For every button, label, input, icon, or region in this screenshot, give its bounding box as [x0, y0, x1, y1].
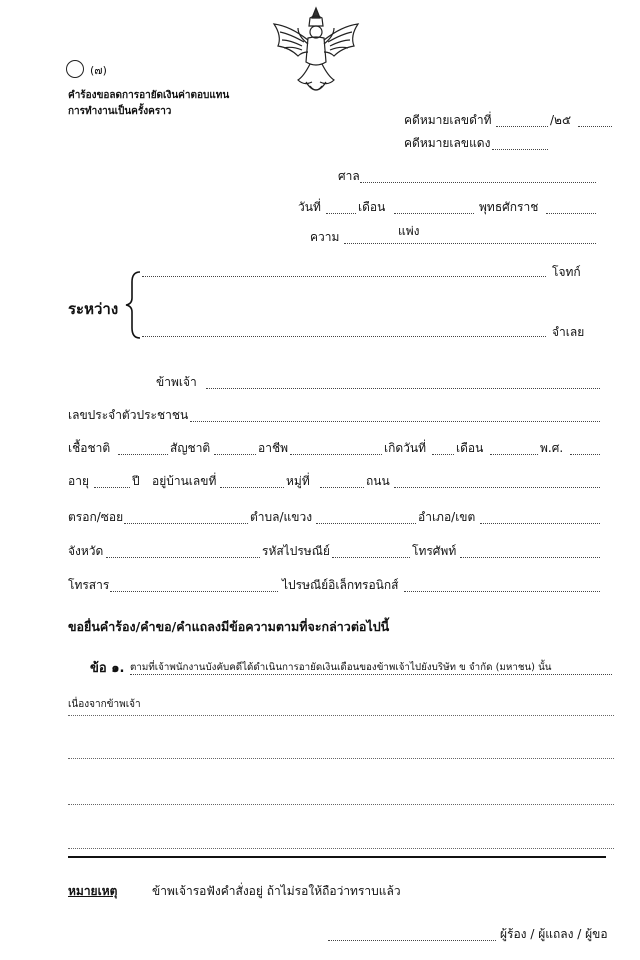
- separator-line: [68, 856, 606, 858]
- item-label: ข้อ ๑.: [90, 661, 125, 676]
- garuda-emblem: [268, 6, 364, 98]
- plaintiff-label: โจทก์: [552, 265, 581, 279]
- applicant-name-field[interactable]: [206, 388, 600, 389]
- nationality-field[interactable]: [214, 454, 256, 455]
- province-label: จังหวัด: [68, 544, 104, 558]
- matter-label: ความ: [310, 230, 340, 244]
- court-field[interactable]: [360, 182, 596, 183]
- province-field[interactable]: [106, 557, 260, 558]
- road-field[interactable]: [394, 487, 600, 488]
- postcode-field[interactable]: [332, 557, 410, 558]
- plaintiff-field[interactable]: [142, 276, 546, 277]
- applicant-label: ข้าพเจ้า: [156, 375, 197, 389]
- fax-label: โทรสาร: [68, 578, 110, 592]
- id-field[interactable]: [190, 421, 600, 422]
- form-circle: [66, 60, 84, 78]
- date-day-field[interactable]: [326, 213, 356, 214]
- date-month-label: เดือน: [358, 200, 386, 214]
- house-no-field[interactable]: [220, 487, 284, 488]
- signature-label: ผู้ร้อง / ผู้แถลง / ผู้ขอ: [500, 927, 608, 941]
- postcode-label: รหัสไปรษณีย์: [262, 544, 330, 558]
- form-title-line2: การทำงานเป็นครั้งคราว: [68, 106, 172, 117]
- nationality-label: สัญชาติ: [170, 441, 211, 455]
- phone-field[interactable]: [460, 557, 600, 558]
- black-case-year: /๒๕: [550, 113, 572, 127]
- statement-line-5[interactable]: [68, 848, 614, 849]
- born-day-label: เกิดวันที่: [384, 441, 427, 455]
- form-number: (๗): [90, 64, 107, 77]
- race-field[interactable]: [118, 454, 168, 455]
- item-text[interactable]: ตามที่เจ้าพนักงานบังคับคดีได้ดำเนินการอายัดเงินเดือนของข้าพเจ้าไปยังบริษัท ข จำกัด (มหาชน) นั้น: [130, 662, 552, 673]
- soi-label: ตรอก/ซอย: [68, 510, 124, 524]
- id-label: เลขประจำตัวประชาชน: [68, 408, 189, 422]
- subdistrict-label: ตำบล/แขวง: [250, 510, 313, 524]
- statement-line-3[interactable]: [68, 758, 614, 759]
- born-month-label: เดือน: [456, 441, 484, 455]
- signature-field[interactable]: [328, 940, 496, 941]
- email-field[interactable]: [404, 591, 600, 592]
- matter-value: แพ่ง: [398, 224, 420, 238]
- date-year-field[interactable]: [546, 213, 596, 214]
- statement-heading: ขอยื่นคำร้อง/คำขอ/คำแถลงมีข้อความตามที่จะกล่าวต่อไปนี้: [68, 619, 390, 634]
- statement-line-2[interactable]: [68, 715, 614, 716]
- defendant-field[interactable]: [142, 336, 546, 337]
- moo-field[interactable]: [320, 487, 364, 488]
- subdistrict-field[interactable]: [316, 523, 416, 524]
- court-label: ศาล: [338, 169, 360, 183]
- statement-line-4[interactable]: [68, 804, 614, 805]
- black-case-year-field[interactable]: [578, 126, 612, 127]
- district-label: อำเภอ/เขต: [418, 510, 476, 524]
- born-year-field[interactable]: [570, 454, 600, 455]
- note-text: ข้าพเจ้ารอฟังคำสั่งอยู่ ถ้าไม่รอให้ถือว่าทราบแล้ว: [152, 884, 401, 898]
- fax-field[interactable]: [110, 591, 278, 592]
- district-field[interactable]: [480, 523, 600, 524]
- date-label: วันที่: [298, 200, 321, 214]
- born-year-label: พ.ศ.: [540, 441, 564, 455]
- born-month-field[interactable]: [490, 454, 538, 455]
- form-title-line1: คำร้องขอลดการอายัดเงินค่าตอบแทน: [68, 90, 230, 101]
- date-month-field[interactable]: [394, 213, 474, 214]
- age-label: อายุ: [68, 474, 89, 488]
- red-case-label: คดีหมายเลขแดง: [404, 136, 491, 150]
- race-label: เชื้อชาติ: [68, 441, 111, 455]
- occupation-label: อาชีพ: [258, 441, 288, 455]
- item-line-1: [130, 674, 612, 675]
- house-no-label: อยู่บ้านเลขที่: [152, 474, 217, 488]
- age-field[interactable]: [94, 487, 130, 488]
- road-label: ถนน: [366, 474, 390, 488]
- moo-label: หมู่ที่: [286, 474, 310, 488]
- defendant-label: จำเลย: [552, 325, 585, 339]
- red-case-number-field[interactable]: [492, 149, 548, 150]
- line2-text[interactable]: เนื่องจากข้าพเจ้า: [68, 699, 141, 710]
- black-case-number-field[interactable]: [496, 126, 548, 127]
- phone-label: โทรศัพท์: [412, 544, 457, 558]
- matter-field[interactable]: [344, 243, 596, 244]
- between-label: ระหว่าง: [68, 300, 119, 318]
- note-label: หมายเหตุ: [68, 884, 118, 898]
- years-label: ปี: [132, 474, 140, 488]
- date-year-label: พุทธศักราช: [479, 200, 539, 214]
- email-label: ไปรษณีย์อิเล็กทรอนิกส์: [282, 578, 399, 592]
- black-case-label: คดีหมายเลขดำที่: [404, 113, 492, 127]
- occupation-field[interactable]: [290, 454, 382, 455]
- soi-field[interactable]: [124, 523, 248, 524]
- born-day-field[interactable]: [432, 454, 454, 455]
- brace-icon: [124, 270, 142, 340]
